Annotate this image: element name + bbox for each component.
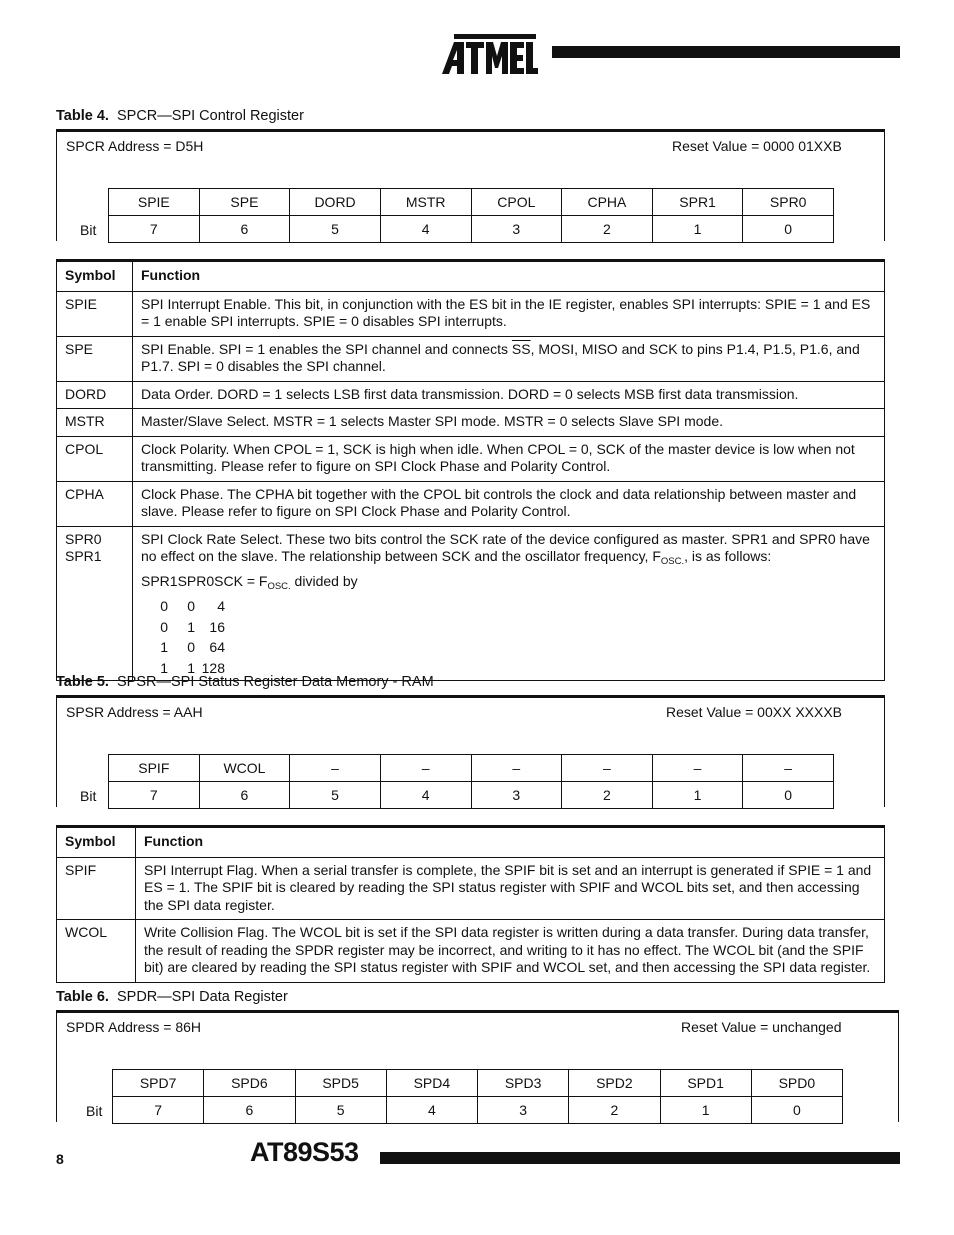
bit-name: SPD3 [478, 1070, 569, 1097]
bit-name: SPD5 [295, 1070, 386, 1097]
symbol-cell: MSTR [57, 409, 133, 437]
table-row [57, 381, 885, 409]
bit-number: 4 [380, 216, 471, 243]
column-header-function: Function [136, 827, 885, 858]
symbol-cell: DORD [57, 381, 133, 409]
function-cell: Data Order. DORD = 1 selects LSB first data transmission. DORD = 0 selects MSB first data transmission. [133, 381, 885, 409]
bit-number: 6 [204, 1097, 295, 1124]
bit-name: SPIE [109, 189, 200, 216]
function-cell: SPI Enable. SPI = 1 enables the SPI channel and connects $\overline{SS}$, MOSI, MISO and SCK to pins P1.4, P1.5, P1.6, and P1.7. SPI = 0 disables the SPI channel. [133, 336, 885, 381]
bit-name: SPD1 [660, 1070, 751, 1097]
header-rule [552, 46, 900, 58]
bit-number: 4 [380, 782, 471, 809]
bit-number: 2 [569, 1097, 660, 1124]
bit-number: 6 [199, 782, 290, 809]
spdr-bit-table [112, 1069, 843, 1124]
rate-row: 1 0 64 [160, 639, 225, 655]
bit-name: MSTR [380, 189, 471, 216]
symbol-cell: WCOL [57, 920, 136, 983]
bit-number: 5 [290, 216, 381, 243]
document-title: AT89S53 [250, 1137, 359, 1167]
bit-number-row [109, 216, 834, 243]
spcr-reset-value: Reset Value = 0000 01XXB [672, 138, 842, 154]
column-header-symbol: Symbol [57, 261, 133, 292]
table6-caption: Table 6. SPDR—SPI Data Register [56, 989, 288, 1005]
spdr-reset-value: Reset Value = unchanged [681, 1019, 842, 1035]
bit-number-row [113, 1097, 843, 1124]
table4-caption: Table 4. SPCR—SPI Control Register [56, 108, 304, 124]
rate-row: 0 1 16 [160, 618, 225, 635]
spsr-reset-value: Reset Value = 00XX XXXXB [666, 704, 843, 720]
bit-number: 6 [199, 216, 290, 243]
spdr-register-box [56, 1010, 899, 1122]
bit-name: SPD0 [751, 1070, 842, 1097]
bit-name-row [113, 1070, 843, 1097]
bit-name: SPR0 [743, 189, 834, 216]
table-row [57, 920, 885, 983]
spsr-bit-label: Bit [80, 788, 97, 804]
bit-name: – [743, 755, 834, 782]
bit-number: 7 [109, 216, 200, 243]
rate-row: 0 0 4 [160, 598, 225, 614]
table-row [57, 409, 885, 437]
spcr-bit-table [108, 188, 834, 243]
function-cell: SPI Interrupt Flag. When a serial transfer is complete, the SPIF bit is set and an interrupt is generated if SPIE = 1 and ES = 1. The SPIF bit is cleared by reading the SPI status register with SPIF and WCOL bits set, and then accessing the SPI data register. [136, 857, 885, 920]
bit-name: SPD4 [386, 1070, 477, 1097]
ss-overline: $\overline{SS}$ [511, 340, 531, 357]
bit-number: 3 [471, 216, 562, 243]
rate-row: 1 1 128 [160, 659, 225, 676]
bit-name: SPD2 [569, 1070, 660, 1097]
table-header-row [57, 827, 885, 858]
atmel-logo [440, 30, 538, 76]
bit-number: 1 [652, 216, 743, 243]
bit-name: SPR1 [652, 189, 743, 216]
column-header-function: Function [133, 261, 885, 292]
table5-caption: Table 5. SPSR—SPI Status Register Data Memory - RAM [56, 674, 434, 690]
bit-number: 0 [743, 216, 834, 243]
table-row [57, 526, 885, 681]
page-number: 8 [56, 1151, 64, 1167]
symbol-cell: SPIF [57, 857, 136, 920]
spdr-address: SPDR Address = 86H [66, 1019, 202, 1035]
function-cell: Write Collision Flag. The WCOL bit is set if the SPI data register is written during a data transfer. During data transfer, the result of reading the SPDR register may be incorrect, and writing to it has no effect. The WCOL bit (and the SPIF bit) are cleared by reading the SPI status register with SPIF and WCOL set, and then accessing the SPI data register. [136, 920, 885, 983]
bit-number: 3 [478, 1097, 569, 1124]
table-row [57, 291, 885, 336]
spsr-function-table [56, 825, 885, 983]
bit-name: CPHA [562, 189, 653, 216]
symbol-cell: CPHA [57, 481, 133, 526]
bit-number: 5 [295, 1097, 386, 1124]
bit-name: – [562, 755, 653, 782]
spsr-register-box [56, 695, 885, 807]
function-cell: SPI Interrupt Enable. This bit, in conjunction with the ES bit in the IE register, enables SPI interrupts: SPIE = 1 and ES = 1 enable SPI interrupts. SPIE = 0 disables SPI interrupts. [133, 291, 885, 336]
spcr-address: SPCR Address = D5H [66, 138, 204, 154]
spcr-register-box [56, 129, 885, 241]
spsr-address: SPSR Address = AAH [66, 704, 203, 720]
symbol-cell: SPR0 SPR1 [57, 526, 133, 681]
bit-number: 5 [290, 782, 381, 809]
bit-number-row [109, 782, 834, 809]
bit-name: – [380, 755, 471, 782]
bit-name: CPOL [471, 189, 562, 216]
symbol-cell: SPE [57, 336, 133, 381]
symbol-cell: CPOL [57, 436, 133, 481]
bit-name: – [471, 755, 562, 782]
bit-name: SPIF [109, 755, 200, 782]
function-cell: Clock Polarity. When CPOL = 1, SCK is high when idle. When CPOL = 0, SCK of the master device is low when not transmitting. Please refer to figure on SPI Clock Phase and Polarity Control. [133, 436, 885, 481]
bit-number: 7 [109, 782, 200, 809]
spdr-bit-label: Bit [86, 1103, 103, 1119]
bit-number: 3 [471, 782, 562, 809]
bit-number: 4 [386, 1097, 477, 1124]
bit-number: 2 [562, 216, 653, 243]
bit-name: – [290, 755, 381, 782]
spcr-bit-label: Bit [80, 222, 97, 238]
bit-name: SPE [199, 189, 290, 216]
bit-name: DORD [290, 189, 381, 216]
bit-number: 2 [562, 782, 653, 809]
footer-rule [380, 1152, 900, 1164]
table-row [57, 857, 885, 920]
symbol-cell: SPIE [57, 291, 133, 336]
spsr-bit-table [108, 754, 834, 809]
table-row [57, 336, 885, 381]
bit-name-row [109, 755, 834, 782]
bit-number: 1 [652, 782, 743, 809]
table-header-row [57, 261, 885, 292]
function-cell: Master/Slave Select. MSTR = 1 selects Master SPI mode. MSTR = 0 selects Slave SPI mode. [133, 409, 885, 437]
bit-number: 0 [751, 1097, 842, 1124]
bit-name: SPD6 [204, 1070, 295, 1097]
table-row [57, 481, 885, 526]
function-cell: Clock Phase. The CPHA bit together with the CPOL bit controls the clock and data relationship between master and slave. Please refer to figure on SPI Clock Phase and Polarity Control. [133, 481, 885, 526]
bit-name: – [652, 755, 743, 782]
column-header-symbol: Symbol [57, 827, 136, 858]
bit-number: 7 [113, 1097, 204, 1124]
bit-number: 1 [660, 1097, 751, 1124]
table-row [57, 436, 885, 481]
bit-name: WCOL [199, 755, 290, 782]
function-cell: SPI Clock Rate Select. These two bits control the SCK rate of the device configured as master. SPR1 and SPR0 have no effect on the slave. The relationship between SCK and the oscillator frequency, $F_{OSC.}$, is as follows: $SPR1SPR0SCK = F_{OSC.}$ divided by 0 0 4 0 1 16 1 0 64 1 1 128 [133, 526, 885, 681]
bit-name-row [109, 189, 834, 216]
bit-number: 0 [743, 782, 834, 809]
spcr-function-table [56, 259, 885, 681]
bit-name: SPD7 [113, 1070, 204, 1097]
